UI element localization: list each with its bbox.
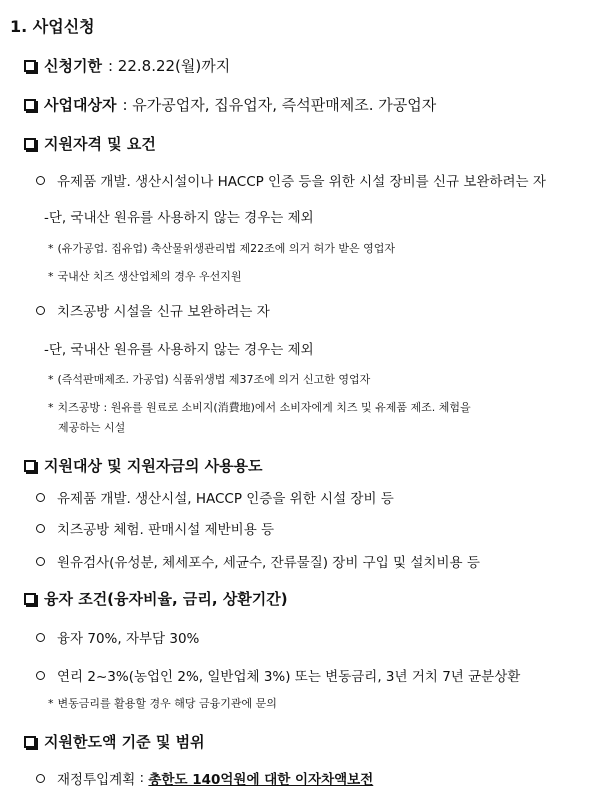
footnote	[48, 371, 370, 387]
list-item-text: 치즈공방 시설을 신규 보완하려는 자	[57, 304, 270, 320]
bullet-circle-icon	[36, 493, 45, 502]
document-heading: 1. 사업신청	[10, 17, 95, 36]
star-icon: *	[48, 242, 54, 255]
footnote	[48, 268, 242, 284]
checkbox-square-icon	[24, 99, 36, 111]
section-qualify	[24, 133, 156, 154]
list-item-label: 재정투입계획	[57, 772, 136, 788]
section-label: 신청기한	[44, 57, 102, 75]
section-deadline	[24, 55, 230, 76]
list-item	[36, 170, 546, 190]
list-item	[36, 551, 480, 571]
checkbox-square-icon	[24, 736, 36, 748]
star-icon: *	[48, 373, 54, 386]
section-target	[24, 94, 436, 115]
bullet-circle-icon	[36, 306, 45, 315]
section-limit	[24, 731, 205, 752]
deadline-value: 22.8.22(월)까지	[117, 57, 231, 75]
section-value	[122, 94, 436, 115]
footnote	[48, 399, 471, 415]
section-loan	[24, 588, 288, 609]
footnote	[48, 240, 395, 256]
bullet-circle-icon	[36, 774, 45, 783]
checkbox-square-icon	[24, 593, 36, 605]
list-item	[36, 627, 199, 647]
budget-plan-value: 총한도 140억원에 대한 이자차액보전	[148, 772, 374, 788]
bullet-circle-icon	[36, 557, 45, 566]
separator: :	[122, 96, 133, 114]
list-item	[36, 518, 274, 538]
dash-note: -단, 국내산 원유를 사용하지 않는 경우는 제외	[44, 342, 314, 358]
checkbox-square-icon	[24, 60, 36, 72]
section-label: 지원한도액 기준 및 범위	[44, 733, 205, 751]
separator: :	[135, 770, 149, 786]
section-label: 융자 조건(융자비율, 금리, 상환기간)	[44, 590, 288, 608]
dash-note: -단, 국내산 원유를 사용하지 않는 경우는 제외	[44, 210, 314, 226]
checkbox-square-icon	[24, 460, 36, 472]
list-item	[36, 665, 520, 685]
bullet-circle-icon	[36, 671, 45, 680]
footnote-continued: 제공하는 시설	[58, 421, 126, 434]
list-item	[36, 768, 373, 788]
list-item-text: 연리 2~3%(농업인 2%, 일반업체 3%) 또는 변동금리, 3년 거치 7년 균분상환	[57, 669, 521, 685]
section-label: 지원자격 및 요건	[44, 135, 156, 153]
star-icon: *	[48, 697, 54, 710]
star-icon: *	[48, 401, 54, 414]
footnote	[48, 695, 277, 711]
list-item-text: 유제품 개발. 생산시설이나 HACCP 인증 등을 위한 시설 장비를 신규 보완하려는 자	[57, 174, 546, 190]
footnote-text: (즉석판매제조. 가공업) 식품위생법 제37조에 의거 신고한 영업자	[57, 373, 371, 386]
list-item-text: 유제품 개발. 생산시설, HACCP 인증을 위한 시설 장비 등	[57, 491, 394, 507]
footnote-text: 변동금리를 활용할 경우 해당 금융기관에 문의	[57, 697, 277, 710]
separator: :	[107, 57, 118, 75]
list-item	[36, 300, 270, 320]
list-item-text: 융자 70%, 자부담 30%	[57, 631, 200, 647]
checkbox-square-icon	[24, 138, 36, 150]
bullet-circle-icon	[36, 176, 45, 185]
bullet-circle-icon	[36, 633, 45, 642]
bullet-circle-icon	[36, 524, 45, 533]
list-item-text: 치즈공방 체험. 판매시설 제반비용 등	[57, 522, 275, 538]
footnote-text: 치즈공방 : 원유를 원료로 소비지(消費地)에서 소비자에게 치즈 및 유제품 제조. 체험을	[57, 401, 471, 414]
footnote-text: 국내산 치즈 생산업체의 경우 우선지원	[57, 270, 242, 283]
star-icon: *	[48, 270, 54, 283]
section-value	[108, 55, 230, 76]
footnote-text: (유가공업. 집유업) 축산물위생관리법 제22조에 의거 허가 받은 영업자	[57, 242, 395, 255]
list-item-text: 원유검사(유성분, 체세포수, 세균수, 잔류물질) 장비 구입 및 설치비용 등	[57, 555, 480, 571]
section-label: 사업대상자	[44, 96, 117, 114]
section-usage	[24, 455, 263, 476]
list-item	[36, 487, 394, 507]
section-label: 지원대상 및 지원자금의 사용용도	[44, 457, 263, 475]
target-value: 유가공업자, 집유업자, 즉석판매제조. 가공업자	[132, 96, 437, 114]
